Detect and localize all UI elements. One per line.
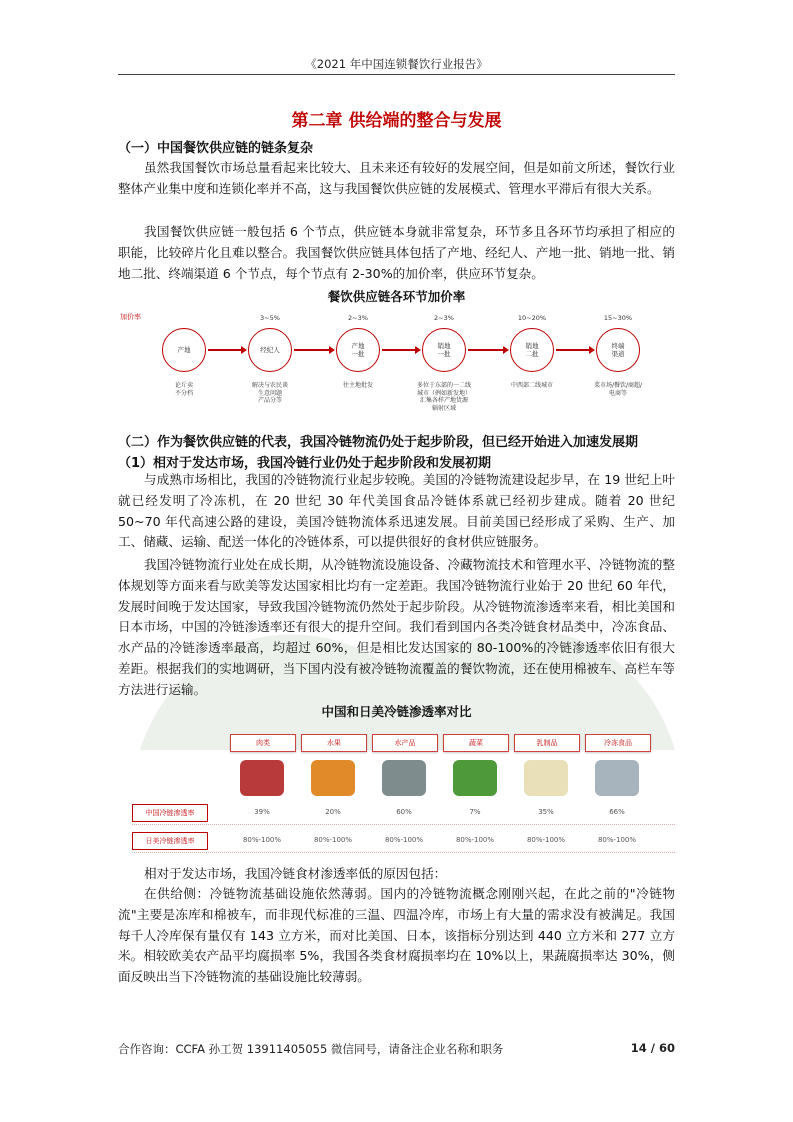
jpus-penetration-value: 80%-100% [597,836,637,844]
section-heading-2: （二）作为餐饮供应链的代表，我国冷链物流仍处于起步阶段，但已经开始进入加速发展期 [118,435,639,450]
chain-rate-label: 15~30% [603,314,633,322]
chain-arrow [468,349,504,351]
chain-arrow [556,349,590,351]
paragraph-6: 在供给侧：冷链物流基础设施依然薄弱。国内的冷链物流概念刚刚兴起，在此之前的"冷链物流"主要是冻库和棉被车，而非现代标准的三温、四温冷库，市场上有大量的需求没有被满足。我国每千人冷库保有量仅有 143 立方米，而对比美国、日本，该指标分别达到 440 立方米和 277 立方米。相较欧美农产品平均腐损率 5%，我国各类食材腐损率均在 10%以上，果蔬腐损率达 30%，侧面反映出当下冷链物流的基础设施比较薄弱。 [118,886,675,985]
chain-node-description: 菜市场/餐饮/商超/ 电商等 [593,382,643,397]
food-image [311,760,355,796]
chain-rate-label: 10~20% [517,314,547,322]
header-rule [118,74,675,75]
chain-node: 销地 二批 [510,328,554,372]
cold-chain-comparison-table [118,734,675,854]
supply-chain-diagram [118,308,675,418]
china-penetration-value: 66% [609,808,625,816]
china-penetration-value: 60% [396,808,412,816]
chain-arrow [294,349,330,351]
jpus-penetration-value: 80%-100% [384,836,424,844]
figure-title-supply-chain: 餐饮供应链各环节加价率 [327,289,466,304]
chain-arrow [382,349,416,351]
food-image [240,760,284,796]
figure-title-cold-chain: 中国和日美冷链渗透率对比 [321,704,472,719]
row-label-china: 中国冷链渗透率 [132,804,208,822]
chain-node-description: 论斤卖 不分档 [174,382,193,397]
jpus-penetration-value: 80%-100% [455,836,495,844]
food-image [382,760,426,796]
food-image [595,760,639,796]
category-header: 冷冻食品 [585,734,651,752]
chain-node: 销地 一批 [422,328,466,372]
jpus-penetration-value: 80%-100% [313,836,353,844]
jpus-penetration-value: 80%-100% [242,836,282,844]
subsection-heading-1: （1）相对于发达市场，我国冷链行业仍处于起步阶段和发展初期 [118,456,492,471]
chain-node-description: 多位于东部的一二线 城市（例如新发地） 汇集各样产地货源 辐射区域 [416,382,471,412]
markup-rate-label: 加价率 [120,313,141,321]
chain-node: 经纪人 [248,328,292,372]
paragraph-4: 我国冷链物流行业处在成长期，从冷链物流设施设备、冷藏物流技术和管理水平、冷链物流的整体规划等方面来看与欧美等发达国家相比均有一定差距。我国冷链物流行业始于 20 世纪 60 年代，发展时间晚于发达国家，导致我国冷链物流仍然处于起步阶段。从冷链物流渗透率来看，相比美国和日本市场，中国的冷链渗透率还有很大的提升空间。我们看到国内各类冷链食材品类中，冷冻食品、水产品的冷链渗透率最高，均超过 60%，但是相比发达国家的 80-100%的冷链渗透率依旧有很大差距。根据我们的实地调研，当下国内没有被冷链物流覆盖的餐饮物流，还在使用棉被车、高栏车等方法进行运输。 [118,557,675,697]
chain-rate-label: 2~3% [348,314,368,322]
chain-arrow [208,349,242,351]
category-header: 乳制品 [514,734,580,752]
chain-rate-label: 3~5% [260,314,280,322]
chain-node: 产地 [162,328,206,372]
chapter-title: 第二章 供给端的整合与发展 [291,111,502,131]
running-header: 《2021 年中国连锁餐饮行业报告》 [305,57,488,71]
chain-node-description: 中西部二线城市 [510,382,553,389]
paragraph-5: 相对于发达市场，我国冷链食材渗透率低的原因包括： [144,866,447,881]
chain-node: 产地 一批 [336,328,380,372]
category-header: 水产品 [372,734,438,752]
food-image [524,760,568,796]
food-image [453,760,497,796]
chain-node: 终端 渠道 [596,328,640,372]
page-footer [118,1041,675,1057]
row-label-jpus: 日美冷链渗透率 [132,832,208,850]
category-header: 蔬菜 [443,734,509,752]
footer-contact: 合作咨询：CCFA 孙工贺 13911405055 微信同号，请备注企业名称和职务 [118,1042,504,1056]
china-penetration-value: 20% [325,808,341,816]
china-penetration-value: 39% [254,808,270,816]
chain-rate-label: 2~3% [434,314,454,322]
chain-node-description: 解决与农民谈 生意问题 产品分等 [251,382,288,404]
china-penetration-value: 35% [538,808,554,816]
category-header: 肉类 [230,734,296,752]
paragraph-1: 虽然我国餐饮市场总量看起来比较大、且未来还有较好的发展空间，但是如前文所述，餐饮行业整体产业集中度和连锁化率并不高，这与我国餐饮供应链的发展模式、管理水平滞后有很大关系。 [118,160,675,196]
section-heading-1: （一）中国餐饮供应链的链条复杂 [118,141,314,156]
row-divider [132,824,675,825]
chain-node-description: 往主地批发 [342,382,373,389]
paragraph-3: 与成熟市场相比，我国的冷链物流行业起步较晚。美国的冷链物流建设起步早，在 19 世纪上叶就已经发明了冷冻机，在 20 世纪 30 年代美国食品冷链体系就已经初步建成。随着 20 世纪 50~70 年代高速公路的建设，美国冷链物流体系迅速发展。目前美国已经形成了采购、生产、加工、储藏、运输、配送一体化的冷链体系，可以提供很好的食材供应链服务。 [118,472,675,550]
paragraph-2: 我国餐饮供应链一般包括 6 个节点，供应链本身就非常复杂，环节多且各环节均承担了相应的职能，比较碎片化且难以整合。我国餐饮供应链具体包括了产地、经纪人、产地一批、销地一批、销地二批、终端渠道 6 个节点，每个节点有 2-30%的加价率，供应环节复杂。 [118,224,675,281]
china-penetration-value: 7% [469,808,481,816]
category-header: 水果 [301,734,367,752]
page-number: 14 / 60 [630,1041,675,1055]
row-divider [132,852,675,853]
jpus-penetration-value: 80%-100% [526,836,566,844]
